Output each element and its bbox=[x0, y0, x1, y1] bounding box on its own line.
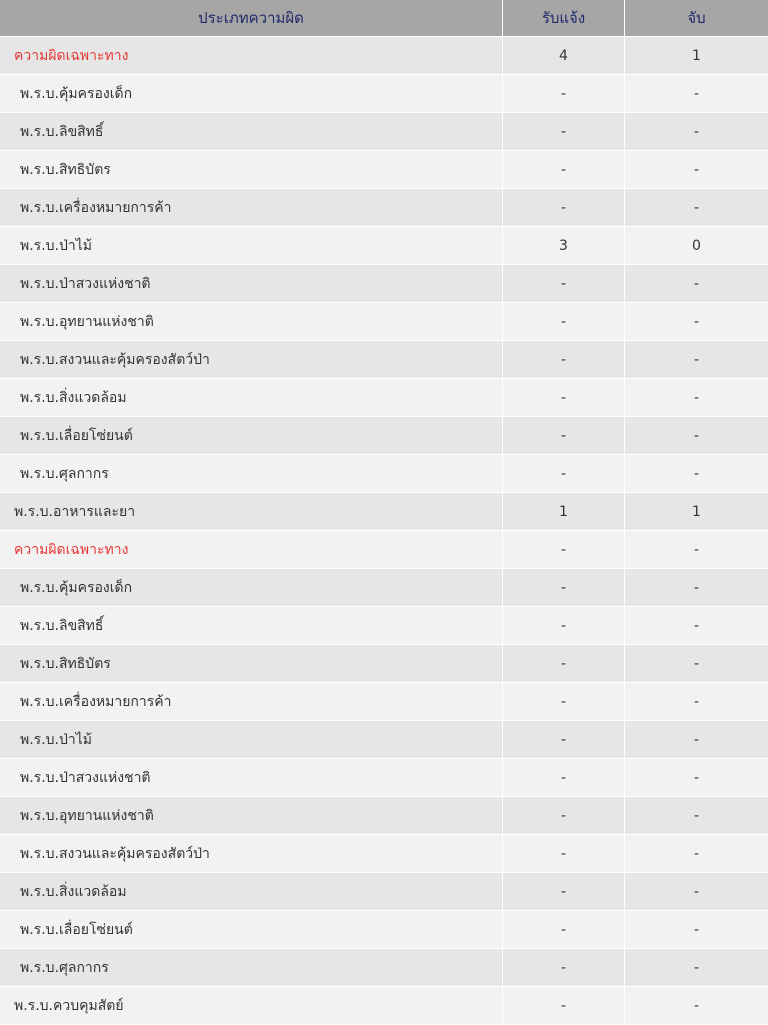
reported-cell: - bbox=[503, 873, 625, 910]
reported-cell: - bbox=[503, 75, 625, 112]
arrested-cell: - bbox=[693, 959, 700, 976]
table-row bbox=[0, 455, 768, 493]
arrested-cell: - bbox=[693, 351, 700, 368]
offense-type-cell: พ.ร.บ.สิทธิบัตร bbox=[0, 151, 503, 188]
reported-cell: - bbox=[503, 911, 625, 948]
table-row bbox=[0, 75, 768, 113]
reported-cell: - bbox=[503, 607, 625, 644]
offense-type-cell: พ.ร.บ.สิ่งแวดล้อม bbox=[0, 379, 503, 416]
category-row bbox=[0, 531, 768, 569]
table-header bbox=[0, 0, 768, 37]
arrested-cell: - bbox=[693, 845, 700, 862]
offense-type-cell: พ.ร.บ.เลื่อยโซ่ยนต์ bbox=[0, 417, 503, 454]
table-row bbox=[0, 113, 768, 151]
table-body bbox=[0, 37, 768, 1025]
offense-type-cell: พ.ร.บ.สิทธิบัตร bbox=[0, 645, 503, 682]
arrested-cell: 1 bbox=[692, 47, 701, 64]
offense-type-cell: พ.ร.บ.อุทยานแห่งชาติ bbox=[0, 797, 503, 834]
reported-cell: - bbox=[503, 417, 625, 454]
arrested-cell: - bbox=[693, 997, 700, 1014]
header-reported: รับแจ้ง bbox=[503, 0, 625, 36]
offense-type-cell: พ.ร.บ.ลิขสิทธิ์ bbox=[0, 113, 503, 150]
arrested-cell: - bbox=[693, 921, 700, 938]
table-row bbox=[0, 417, 768, 455]
table-row bbox=[0, 151, 768, 189]
arrested-cell: - bbox=[693, 85, 700, 102]
table-row bbox=[0, 873, 768, 911]
category-row bbox=[0, 37, 768, 75]
table-row bbox=[0, 911, 768, 949]
offense-type-cell: ความผิดเฉพาะทาง bbox=[0, 531, 503, 568]
table-row bbox=[0, 759, 768, 797]
offense-type-cell: พ.ร.บ.อุทยานแห่งชาติ bbox=[0, 303, 503, 340]
reported-cell: - bbox=[503, 797, 625, 834]
offense-type-cell: พ.ร.บ.สงวนและคุ้มครองสัตว์ป่า bbox=[0, 835, 503, 872]
offense-type-cell: พ.ร.บ.คุ้มครองเด็ก bbox=[0, 569, 503, 606]
arrested-cell: - bbox=[693, 617, 700, 634]
arrested-cell: - bbox=[693, 161, 700, 178]
offense-type-cell: พ.ร.บ.สงวนและคุ้มครองสัตว์ป่า bbox=[0, 341, 503, 378]
arrested-cell: - bbox=[693, 731, 700, 748]
offense-type-cell: พ.ร.บ.เครื่องหมายการค้า bbox=[0, 189, 503, 226]
arrested-cell: 1 bbox=[692, 503, 701, 520]
reported-cell: - bbox=[503, 759, 625, 796]
reported-cell: - bbox=[503, 379, 625, 416]
arrested-cell: - bbox=[693, 579, 700, 596]
offense-type-cell: พ.ร.บ.เครื่องหมายการค้า bbox=[0, 683, 503, 720]
offense-type-cell: พ.ร.บ.ป่าไม้ bbox=[0, 227, 503, 264]
table-row bbox=[0, 189, 768, 227]
reported-cell: - bbox=[503, 721, 625, 758]
arrested-cell: 0 bbox=[692, 237, 701, 254]
table-row bbox=[0, 607, 768, 645]
header-offense-type: ประเภทความผิด bbox=[0, 0, 503, 36]
offense-type-cell: พ.ร.บ.ศุลกากร bbox=[0, 949, 503, 986]
table-row bbox=[0, 379, 768, 417]
offense-type-cell: ความผิดเฉพาะทาง bbox=[0, 37, 503, 74]
offense-type-cell: พ.ร.บ.ป่าสวงแห่งชาติ bbox=[0, 759, 503, 796]
table-row bbox=[0, 835, 768, 873]
arrested-cell: - bbox=[693, 313, 700, 330]
offense-type-cell: พ.ร.บ.ป่าสวงแห่งชาติ bbox=[0, 265, 503, 302]
table-row bbox=[0, 303, 768, 341]
table-row bbox=[0, 949, 768, 987]
offense-type-cell: พ.ร.บ.ป่าไม้ bbox=[0, 721, 503, 758]
reported-cell: 4 bbox=[503, 37, 625, 74]
arrested-cell: - bbox=[693, 693, 700, 710]
reported-cell: - bbox=[503, 949, 625, 986]
arrested-cell: - bbox=[693, 123, 700, 140]
reported-cell: - bbox=[503, 683, 625, 720]
arrested-cell: - bbox=[693, 465, 700, 482]
reported-cell: - bbox=[503, 987, 625, 1024]
table-row bbox=[0, 569, 768, 607]
arrested-cell: - bbox=[693, 389, 700, 406]
table-row bbox=[0, 797, 768, 835]
reported-cell: 3 bbox=[503, 227, 625, 264]
reported-cell: - bbox=[503, 113, 625, 150]
offense-type-cell: พ.ร.บ.ลิขสิทธิ์ bbox=[0, 607, 503, 644]
arrested-cell: - bbox=[693, 427, 700, 444]
arrested-cell: - bbox=[693, 275, 700, 292]
table-row bbox=[0, 987, 768, 1025]
table-row bbox=[0, 645, 768, 683]
reported-cell: - bbox=[503, 455, 625, 492]
arrested-cell: - bbox=[693, 541, 700, 558]
header-arrested: จับ bbox=[687, 9, 706, 27]
reported-cell: - bbox=[503, 645, 625, 682]
offense-type-cell: พ.ร.บ.สิ่งแวดล้อม bbox=[0, 873, 503, 910]
arrested-cell: - bbox=[693, 807, 700, 824]
table-row bbox=[0, 265, 768, 303]
reported-cell: - bbox=[503, 569, 625, 606]
table-row bbox=[0, 227, 768, 265]
arrested-cell: - bbox=[693, 883, 700, 900]
table-row bbox=[0, 341, 768, 379]
reported-cell: - bbox=[503, 303, 625, 340]
reported-cell: - bbox=[503, 341, 625, 378]
reported-cell: - bbox=[503, 531, 625, 568]
offense-type-cell: พ.ร.บ.คุ้มครองเด็ก bbox=[0, 75, 503, 112]
offense-type-cell: พ.ร.บ.อาหารและยา bbox=[0, 493, 503, 530]
table-row bbox=[0, 721, 768, 759]
offense-type-cell: พ.ร.บ.ควบคุมสัตย์ bbox=[0, 987, 503, 1024]
arrested-cell: - bbox=[693, 769, 700, 786]
reported-cell: 1 bbox=[503, 493, 625, 530]
table-row bbox=[0, 683, 768, 721]
arrested-cell: - bbox=[693, 655, 700, 672]
table-row bbox=[0, 493, 768, 531]
arrested-cell: - bbox=[693, 199, 700, 216]
reported-cell: - bbox=[503, 151, 625, 188]
reported-cell: - bbox=[503, 189, 625, 226]
offense-type-cell: พ.ร.บ.ศุลกากร bbox=[0, 455, 503, 492]
offense-type-cell: พ.ร.บ.เลื่อยโซ่ยนต์ bbox=[0, 911, 503, 948]
reported-cell: - bbox=[503, 835, 625, 872]
reported-cell: - bbox=[503, 265, 625, 302]
